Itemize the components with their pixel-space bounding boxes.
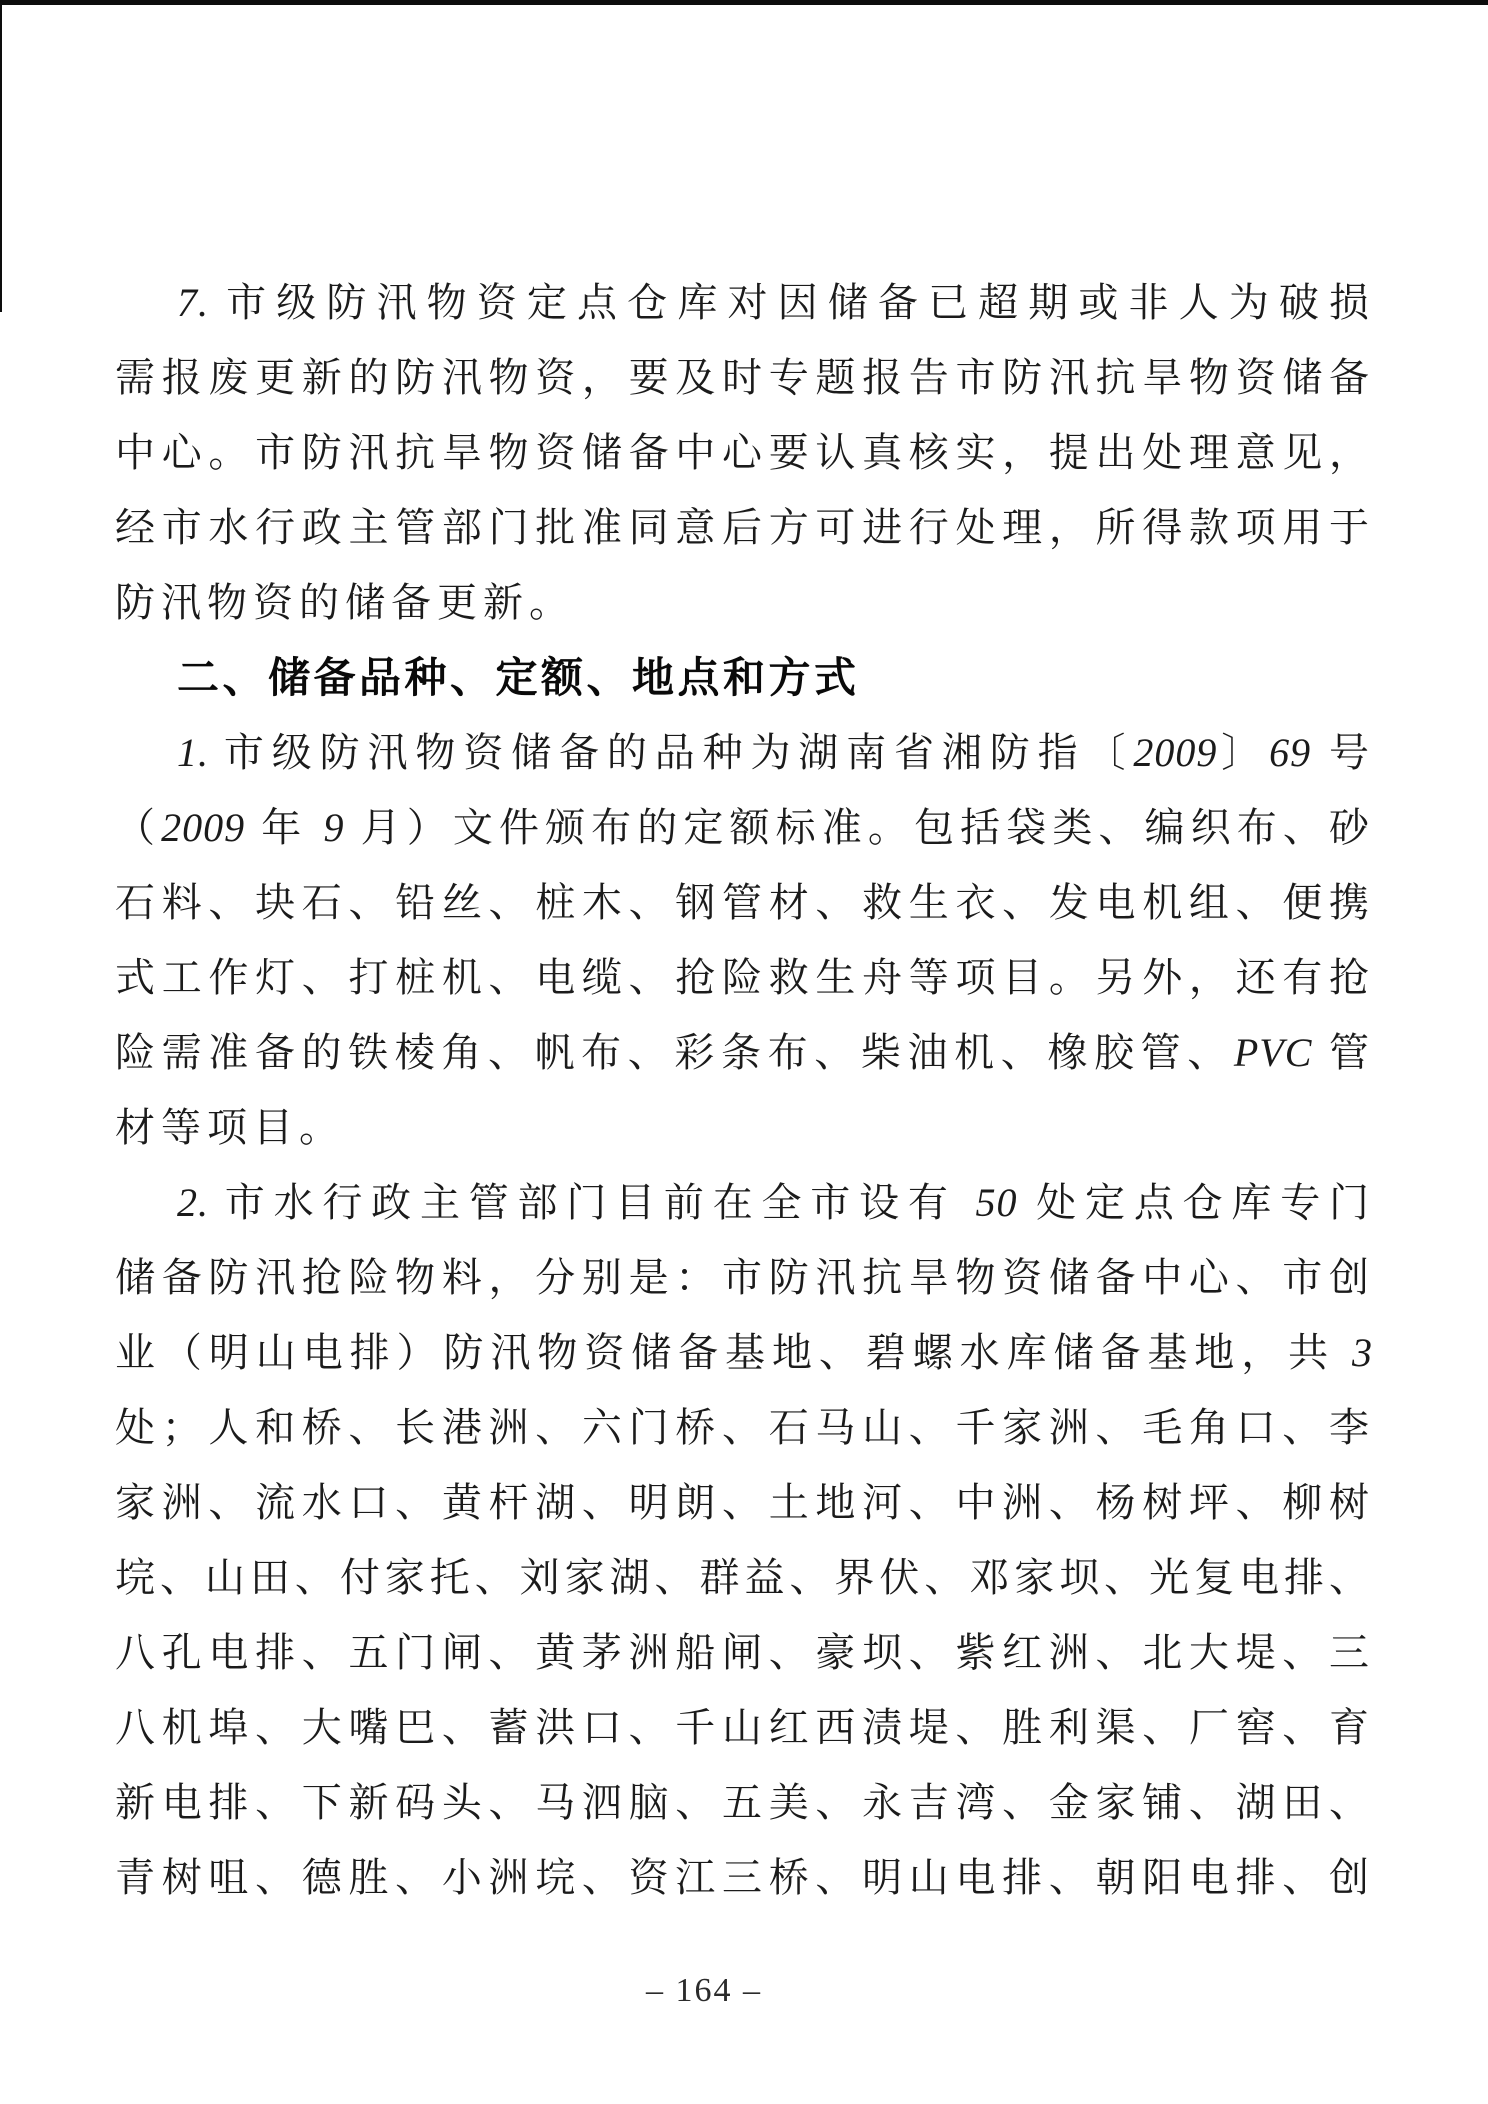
- text-line: [115, 1090, 1373, 1165]
- cjk-text-segment: 新电排、下新码头、马泗脑、五美、永吉湾、金家铺、湖田、: [115, 1780, 1373, 1825]
- text-line: [115, 265, 1373, 340]
- text-line: [115, 490, 1373, 565]
- text-line: [115, 715, 1373, 790]
- cjk-text-segment: （: [115, 805, 162, 850]
- cjk-text-segment: 处定点仓库专门: [1017, 1180, 1374, 1225]
- cjk-text-segment: 材等项目。: [115, 1105, 345, 1150]
- text-line: [115, 1540, 1373, 1615]
- cjk-text-segment: 险需准备的铁棱角、帆布、彩条布、柴油机、橡胶管、: [115, 1030, 1234, 1075]
- latin-text-segment: 3: [1352, 1330, 1373, 1375]
- cjk-text-segment: 垸、山田、付家托、刘家湖、群益、界伏、邓家坝、光复电排、: [115, 1555, 1373, 1600]
- latin-text-segment: 50: [975, 1180, 1018, 1225]
- latin-text-segment: 9: [323, 805, 345, 850]
- cjk-text-segment: 式工作灯、打桩机、电缆、抢险救生舟等项目。另外，还有抢: [115, 955, 1373, 1000]
- cjk-text-segment: 石料、块石、铅丝、桩木、钢管材、救生衣、发电机组、便携: [115, 880, 1373, 925]
- text-line: [115, 1240, 1373, 1315]
- text-line: [115, 865, 1373, 940]
- text-line: [115, 790, 1373, 865]
- text-line: [115, 1315, 1373, 1390]
- cjk-text-segment: 经市水行政主管部门批准同意后方可进行处理，所得款项用于: [115, 505, 1373, 550]
- cjk-text-segment: 八孔电排、五门闸、黄茅洲船闸、豪坝、紫红洲、北大堤、三: [115, 1630, 1373, 1675]
- top-scan-edge-line: [0, 0, 1488, 5]
- text-line: [115, 1015, 1373, 1090]
- cjk-text-segment: 年: [245, 805, 324, 850]
- cjk-text-segment: 处；人和桥、长港洲、六门桥、石马山、千家洲、毛角口、李: [115, 1405, 1373, 1450]
- text-column: [115, 265, 1373, 1915]
- text-line: [115, 415, 1373, 490]
- cjk-text-segment: 需报废更新的防汛物资，要及时专题报告市防汛抗旱物资储备: [115, 355, 1373, 400]
- cjk-text-segment: 管: [1312, 1030, 1374, 1075]
- cjk-text-segment: 〕: [1217, 730, 1270, 775]
- latin-text-segment: PVC: [1233, 1030, 1313, 1075]
- text-line: [115, 565, 1373, 640]
- cjk-text-segment: 青树咀、德胜、小洲垸、资江三桥、明山电排、朝阳电排、创: [115, 1855, 1373, 1900]
- text-line: [115, 1465, 1373, 1540]
- cjk-text-segment: 号: [1311, 730, 1374, 775]
- latin-text-segment: 2009: [1133, 730, 1218, 775]
- text-line: [115, 1390, 1373, 1465]
- latin-text-segment: 7.: [177, 280, 227, 325]
- cjk-text-segment: 业（明山电排）防汛物资储备基地、碧螺水库储备基地，共: [115, 1330, 1352, 1375]
- text-line: [115, 1765, 1373, 1840]
- cjk-text-segment: 八机埠、大嘴巴、蓄洪口、千山红西渍堤、胜利渠、厂窖、育: [115, 1705, 1373, 1750]
- left-scan-edge-line: [0, 0, 2, 312]
- cjk-text-segment: 防汛物资的储备更新。: [115, 580, 575, 625]
- cjk-text-segment: 月）文件颁布的定额标准。包括袋类、编织布、砂: [344, 805, 1374, 850]
- cjk-text-segment: 储备防汛抢险物料，分别是：市防汛抗旱物资储备中心、市创: [115, 1255, 1373, 1300]
- cjk-text-segment: 二、储备品种、定额、地点和方式: [177, 654, 860, 701]
- text-line: [115, 1165, 1373, 1240]
- page-number: – 164 –: [646, 1972, 762, 2009]
- cjk-text-segment: 市级防汛物资定点仓库对因储备已超期或非人为破损: [226, 280, 1374, 325]
- latin-text-segment: 69: [1269, 730, 1312, 775]
- text-line: [115, 1840, 1373, 1915]
- text-line: [115, 1690, 1373, 1765]
- section-heading: [115, 640, 1373, 715]
- latin-text-segment: 2.: [177, 1180, 225, 1225]
- latin-text-segment: 2009: [161, 805, 246, 850]
- cjk-text-segment: 中心。市防汛抗旱物资储备中心要认真核实，提出处理意见，: [115, 430, 1373, 475]
- cjk-text-segment: 市水行政主管部门目前在全市设有: [224, 1180, 976, 1225]
- text-line: [115, 940, 1373, 1015]
- text-line: [115, 1615, 1373, 1690]
- cjk-text-segment: 市级防汛物资储备的品种为湖南省湘防指〔: [223, 730, 1134, 775]
- latin-text-segment: 1.: [177, 730, 224, 775]
- cjk-text-segment: 家洲、流水口、黄杆湖、明朗、土地河、中洲、杨树坪、柳树: [115, 1480, 1373, 1525]
- text-line: [115, 340, 1373, 415]
